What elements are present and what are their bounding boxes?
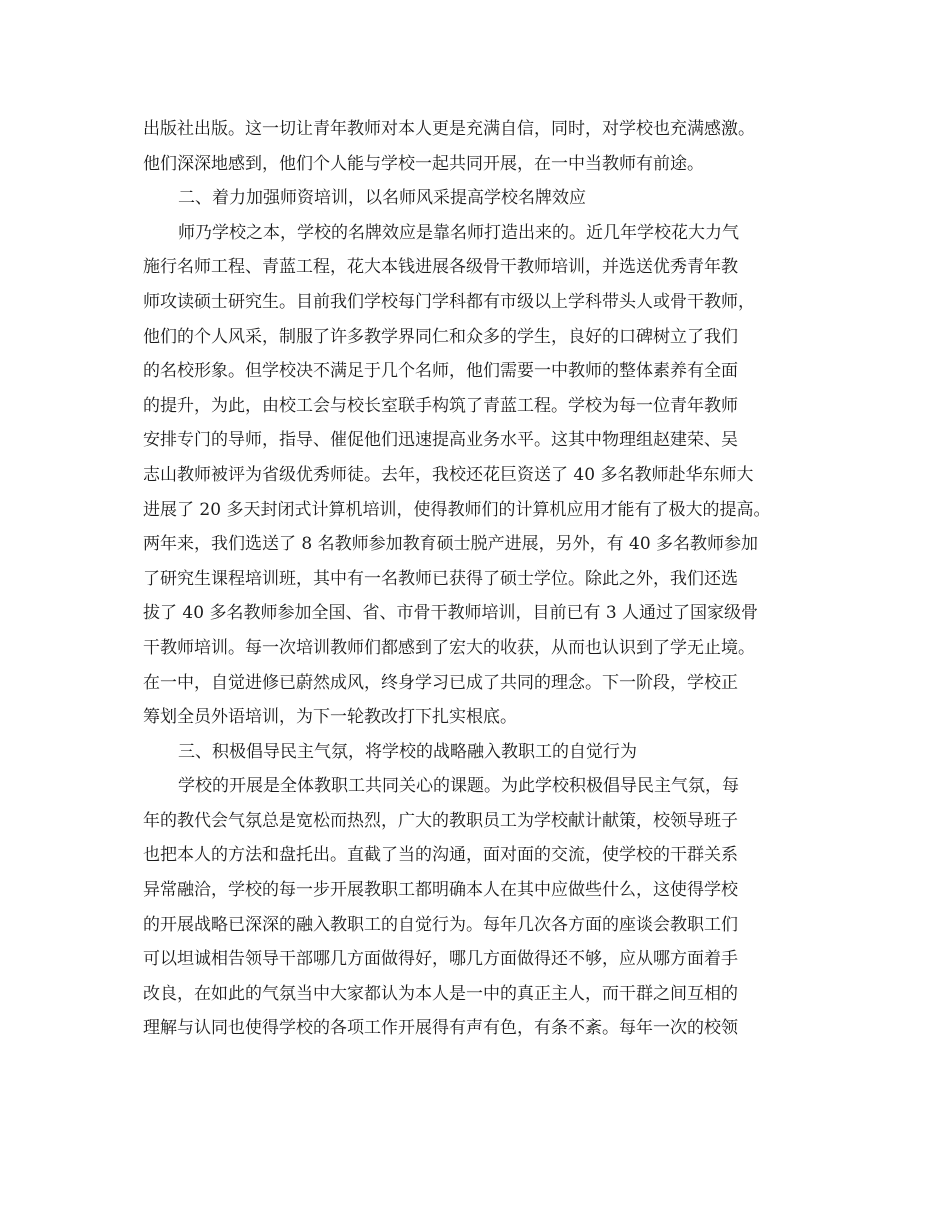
text-line: 师攻读硕士研究生。目前我们学校每门学科都有市级以上学科带头人或骨干教师， <box>143 291 755 312</box>
text-line: 志山教师被评为省级优秀师徒。去年，我校还花巨资送了 40 多名教师赴华东师大 <box>143 464 754 485</box>
text-line: 师乃学校之本，学校的名牌效应是靠名师打造出来的。近几年学校花大力气 <box>178 222 739 243</box>
text-line: 两年来，我们选送了 8 名教师参加教育硕士脱产进展，另外，有 40 多名教师参加 <box>143 534 759 555</box>
text-line: 他们的个人风采，制服了许多教学界同仁和众多的学生，良好的口碑树立了我们 <box>143 326 738 347</box>
text-line: 三、积极倡导民主气氛，将学校的战略融入教职工的自觉行为 <box>178 741 637 762</box>
text-line: 出版社出版。这一切让青年教师对本人更是充满自信，同时，对学校也充满感激。 <box>143 119 755 139</box>
text-line: 筹划全员外语培训，为下一轮教改打下扎实根底。 <box>143 707 517 728</box>
text-line: 学校的开展是全体教职工共同关心的课题。为此学校积极倡导民主气氛，每 <box>178 776 739 797</box>
text-line: 他们深深地感到，他们个人能与学校一起共同开展，在一中当教师有前途。 <box>143 153 704 174</box>
text-line: 的开展战略已深深的融入教职工的自觉行为。每年几次各方面的座谈会教职工们 <box>143 914 738 935</box>
text-line: 的提升，为此，由校工会与校长室联手构筑了青蓝工程。学校为每一位青年教师 <box>143 395 738 416</box>
text-line: 在一中，自觉进修已蔚然成风，终身学习已成了共同的理念。下一阶段，学校正 <box>143 672 738 693</box>
text-line: 了研究生课程培训班，其中有一名教师已获得了硕士学位。除此之外，我们还选 <box>143 568 738 589</box>
text-line: 理解与认同也使得学校的各项工作开展得有声有色，有条不紊。每年一次的校领 <box>143 1018 738 1039</box>
text-line: 干教师培训。每一次培训教师们都感到了宏大的收获，从而也认识到了学无止境。 <box>143 637 755 658</box>
text-line: 进展了 20 多天封闭式计算机培训，使得教师们的计算机应用才能有了极大的提高。 <box>143 499 771 520</box>
text-line: 改良，在如此的气氛当中大家都认为本人是一中的真正主人，而干群之间互相的 <box>143 983 738 1004</box>
text-line: 异常融洽，学校的每一步开展教职工都明确本人在其中应做些什么，这使得学校 <box>143 880 738 901</box>
text-line: 年的教代会气氛总是宽松而热烈，广大的教职员工为学校献计献策，校领导班子 <box>143 810 738 831</box>
text-line: 也把本人的方法和盘托出。直截了当的沟通，面对面的交流，使学校的干群关系 <box>143 845 738 866</box>
text-line: 二、着力加强师资培训，以名师风采提高学校名牌效应 <box>178 188 586 209</box>
text-line: 拔了 40 多名教师参加全国、省、市骨干教师培训，目前已有 3 人通过了国家级骨 <box>143 603 759 624</box>
text-line: 安排专门的导师，指导、催促他们迅速提高业务水平。这其中物理组赵建荣、吴 <box>143 430 738 451</box>
text-line: 的名校形象。但学校决不满足于几个名师，他们需要一中教师的整体素养有全面 <box>143 361 738 382</box>
text-line: 可以坦诚相告领导干部哪几方面做得好，哪几方面做得还不够，应从哪方面着手 <box>143 949 738 970</box>
text-line: 施行名师工程、青蓝工程，花大本钱进展各级骨干教师培训，并选送优秀青年教 <box>143 257 738 278</box>
document-body <box>143 112 809 1046</box>
